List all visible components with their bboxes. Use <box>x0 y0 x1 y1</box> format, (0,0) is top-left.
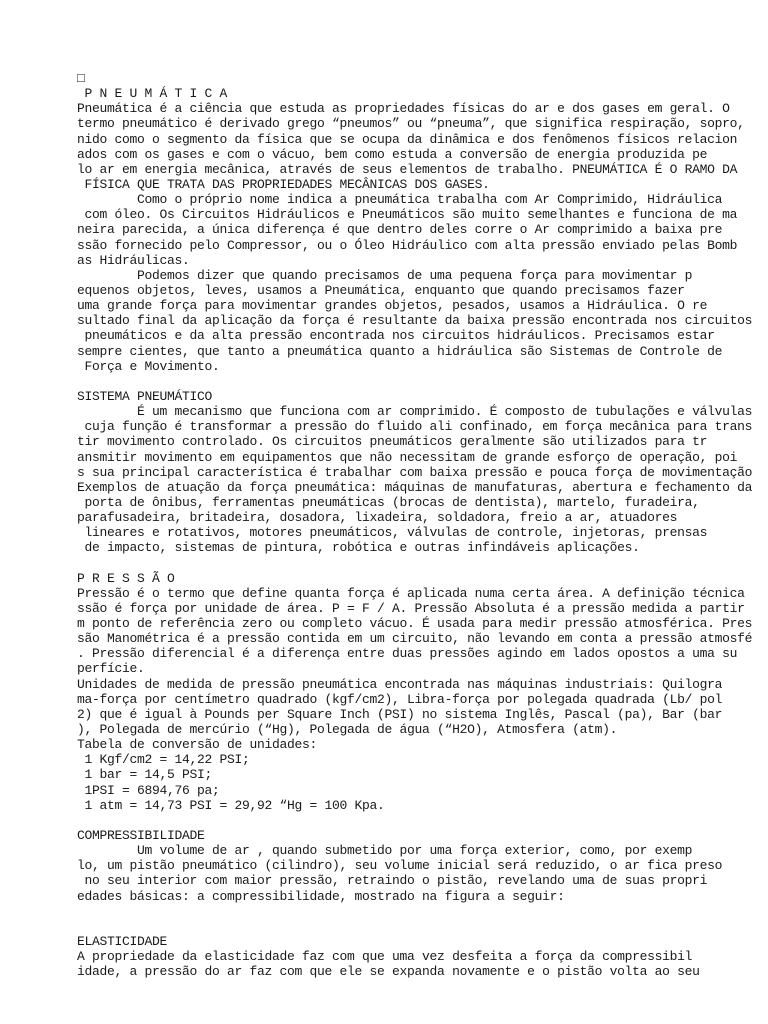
text-line: SISTEMA PNEUMÁTICO <box>77 388 213 404</box>
text-line: lineares e rotativos, motores pneumáticos, válvulas de controle, injetoras, prensas <box>77 525 708 541</box>
text-line <box>77 556 752 571</box>
text-line: 1 bar = 14,5 PSI; <box>77 767 213 783</box>
text-line: FÍSICA QUE TRATA DAS PROPRIEDADES MECÂNICAS DOS GASES. <box>77 176 490 192</box>
text-line: 1 Kgf/cm2 = 14,22 PSI; <box>77 752 250 768</box>
text-line: edades básicas: a compressibilidade, mostrado na figura a seguir: <box>77 888 565 904</box>
text-line: Podemos dizer que quando precisamos de uma pequena força para movimentar p <box>77 267 693 283</box>
text-line: são Manométrica é a pressão contida em um circuito, não levando em conta a pressão atmosfé <box>77 631 753 647</box>
text-line: neira parecida, a única diferença é que dentro deles corre o Ar comprimido a baixa pre <box>77 222 723 238</box>
text-line: tir movimento controlado. Os circuitos pneumáticos geralmente são utilizados para tr <box>77 434 708 450</box>
text-line: Pneumática é a ciência que estuda as propriedades físicas do ar e dos gases em geral. O <box>77 101 730 117</box>
text-line: termo pneumático é derivado grego “pneumos” ou “pneuma”, que significa respiração, sopro, <box>77 116 745 132</box>
text-line: com óleo. Os Circuitos Hidráulicos e Pneumáticos são muito semelhantes e funciona de ma <box>77 207 738 223</box>
text-line: É um mecanismo que funciona com ar comprimido. É composto de tubulações e válvulas <box>77 404 753 420</box>
text-line: P N E U M Á T I C A <box>77 86 228 102</box>
text-line: Exemplos de atuação da força pneumática: máquinas de manufaturas, abertura e fechamento da <box>77 479 753 495</box>
text-line: Como o próprio nome indica a pneumática trabalha com Ar Comprimido, Hidráulica <box>77 192 723 208</box>
text-line: 1PSI = 6894,76 pa; <box>77 782 220 798</box>
text-line: lo, um pistão pneumático (cilindro), seu volume inicial será reduzido, o ar fica preso <box>77 858 723 874</box>
text-line: lo ar em energia mecânica, através de seus elementos de trabalho. PNEUMÁTICA É O RAMO DA <box>77 161 738 177</box>
text-line: A propriedade da elasticidade faz com que uma vez desfeita a força da compressibil <box>77 949 693 965</box>
text-line: no seu interior com maior pressão, retraindo o pistão, revelando uma de suas propri <box>77 873 708 889</box>
text-line: ados com os gases e com o vácuo, bem como estuda a conversão de energia produzida pe <box>77 146 708 162</box>
text-line: ssão fornecido pelo Compressor, ou o Óleo Hidráulico com alta pressão enviado pelas Bomb <box>77 237 738 253</box>
text-line <box>77 813 752 828</box>
text-line <box>77 904 752 919</box>
text-line <box>77 919 752 934</box>
text-line: COMPRESSIBILIDADE <box>77 828 205 844</box>
text-line: nido como o segmento da física que se ocupa da dinâmica e dos fenômenos físicos relacion <box>77 131 738 147</box>
text-line: perfície. <box>77 661 145 677</box>
text-line <box>77 374 752 389</box>
text-line: uma grande força para movimentar grandes objetos, pesados, usamos a Hidráulica. O re <box>77 298 708 314</box>
text-line: ELASTICIDADE <box>77 934 168 950</box>
text-line: 1 atm = 14,73 PSI = 29,92 “Hg = 100 Kpa. <box>77 797 385 813</box>
text-line: ansmitir movimento em equipamentos que não necessitam de grande esforço de operação, poi <box>77 449 738 465</box>
text-line: sempre cientes, que tanto a pneumática quanto a hidráulica são Sistemas de Controle de <box>77 343 723 359</box>
text-line: □ <box>77 71 85 86</box>
text-line: Força e Movimento. <box>77 358 220 374</box>
text-line: Tabela de conversão de unidades: <box>77 737 318 753</box>
text-line: P R E S S Ã O <box>77 570 175 586</box>
text-line: parafusadeira, britadeira, dosadora, lixadeira, soldadora, freio a ar, atuadores <box>77 510 678 526</box>
text-line: pneumáticos e da alta pressão encontrada nos circuitos hidráulicos. Precisamos estar <box>77 328 715 344</box>
document-text <box>77 71 752 979</box>
text-line: equenos objetos, leves, usamos a Pneumática, enquanto que quando precisamos fazer <box>77 282 685 298</box>
text-line: s sua principal característica é trabalhar com baixa pressão e pouca força de movimentação <box>77 464 753 480</box>
text-line: ssão é força por unidade de área. P = F / A. Pressão Absoluta é a pressão medida a partir <box>77 600 745 616</box>
text-line: Pressão é o termo que define quanta força é aplicada numa certa área. A definição técnica <box>77 585 745 601</box>
text-line: sultado final da aplicação da força é resultante da baixa pressão encontrada nos circuitos <box>77 313 753 329</box>
text-line: . Pressão diferencial é a diferença entre duas pressões agindo em lados opostos a uma su <box>77 646 738 662</box>
text-line: m ponto de referência zero ou completo vácuo. É usada para medir pressão atmosférica. Pres <box>77 616 753 632</box>
text-line: ma-força por centímetro quadrado (kgf/cm2), Libra-força por polegada quadrada (Lb/ pol <box>77 691 723 707</box>
text-line: cuja função é transformar a pressão do fluido ali confinado, em força mecânica para trans <box>77 419 753 435</box>
text-line: idade, a pressão do ar faz com que ele se expanda novamente e o pistão volta ao seu <box>77 964 700 980</box>
text-line: porta de ônibus, ferramentas pneumáticas (brocas de dentista), martelo, furadeira, <box>77 494 700 510</box>
text-line: Um volume de ar , quando submetido por uma força exterior, como, por exemp <box>77 843 693 859</box>
text-line: ), Polegada de mercúrio (“Hg), Polegada de água (“H2O), Atmosfera (atm). <box>77 722 618 738</box>
text-line: de impacto, sistemas de pintura, robótica e outras infindáveis aplicações. <box>77 540 640 556</box>
text-line: 2) que é igual à Pounds per Square Inch (PSI) no sistema Inglês, Pascal (pa), Bar (bar <box>77 706 723 722</box>
text-line: as Hidráulicas. <box>77 252 190 268</box>
text-line: Unidades de medida de pressão pneumática encontrada nas máquinas industriais: Quilogra <box>77 676 723 692</box>
